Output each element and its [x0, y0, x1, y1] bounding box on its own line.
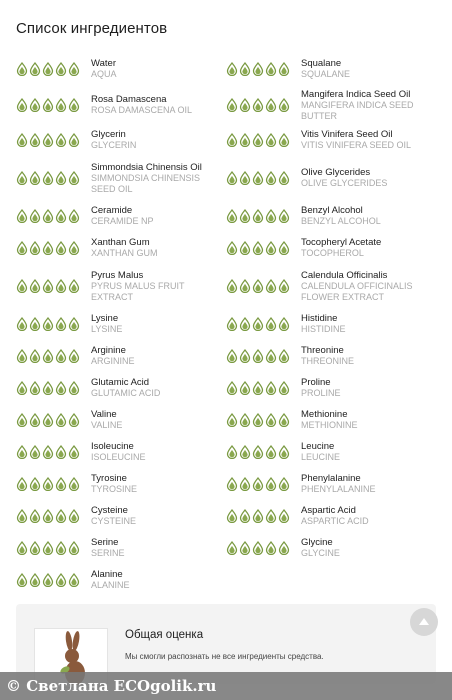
drop-icon — [226, 98, 238, 112]
drop-icon — [42, 349, 54, 363]
drop-icon — [42, 209, 54, 223]
drop-icon — [278, 317, 290, 331]
drop-icon — [68, 573, 80, 587]
drop-icon — [68, 133, 80, 147]
safety-rating — [226, 381, 301, 395]
drop-icon — [252, 509, 264, 523]
ingredient-inci: PYRUS MALUS FRUIT EXTRACT — [91, 280, 185, 302]
drop-icon — [278, 62, 290, 76]
drop-icon — [265, 171, 277, 185]
safety-rating — [16, 573, 91, 587]
drop-icon — [239, 477, 251, 491]
drop-icon — [68, 349, 80, 363]
drop-icon — [29, 209, 41, 223]
drop-icon — [252, 62, 264, 76]
drop-icon — [265, 445, 277, 459]
ingredient-row[interactable] — [16, 156, 221, 200]
drop-icon — [29, 317, 41, 331]
safety-rating — [16, 349, 91, 363]
ingredient-name: Simmondsia Chinensis Oil — [91, 161, 202, 173]
ingredient-name: Leucine — [301, 441, 335, 452]
drop-icon — [278, 509, 290, 523]
ingredient-inci: PROLINE — [301, 388, 341, 398]
ingredient-name: Ceramide — [91, 205, 133, 216]
ingredient-name: Glycerin — [91, 129, 126, 140]
drop-icon — [278, 241, 290, 255]
ingredient-name: Glutamic Acid — [91, 377, 150, 388]
ingredient-inci: SERINE — [91, 548, 125, 558]
safety-rating — [16, 477, 91, 491]
safety-rating — [16, 133, 91, 147]
drop-icon — [226, 349, 238, 363]
drop-icon — [226, 209, 238, 223]
ingredient-row[interactable] — [16, 308, 221, 340]
ingredient-inci: TOCOPHEROL — [301, 248, 364, 258]
ingredient-inci: AQUA — [91, 69, 117, 79]
safety-rating — [16, 171, 91, 185]
safety-rating — [16, 381, 91, 395]
drop-icon — [265, 413, 277, 427]
drop-icon — [278, 98, 290, 112]
ingredient-row[interactable] — [226, 372, 431, 404]
ingredient-row[interactable] — [16, 404, 221, 436]
safety-rating — [16, 209, 91, 223]
drop-icon — [16, 241, 28, 255]
drop-icon — [278, 477, 290, 491]
drop-icon — [29, 477, 41, 491]
ingredient-inci: VALINE — [91, 420, 123, 430]
drop-icon — [239, 241, 251, 255]
drop-icon — [55, 98, 67, 112]
drop-icon — [226, 62, 238, 76]
ingredient-inci: CALENDULA OFFICINALIS FLOWER EXTRACT — [301, 280, 413, 302]
drop-icon — [29, 279, 41, 293]
drop-icon — [42, 509, 54, 523]
drop-icon — [42, 133, 54, 147]
drop-icon — [55, 349, 67, 363]
drop-icon — [29, 541, 41, 555]
drop-icon — [16, 541, 28, 555]
ingredient-name: Benzyl Alcohol — [301, 205, 363, 216]
ingredient-inci: CYSTEINE — [91, 516, 137, 526]
ingredient-name: Pyrus Malus — [91, 269, 144, 281]
drop-icon — [16, 413, 28, 427]
drop-icon — [42, 381, 54, 395]
drop-icon — [42, 573, 54, 587]
drop-icon — [29, 381, 41, 395]
ingredient-inci: PHENYLALANINE — [301, 484, 376, 494]
ingredient-inci: BENZYL ALCOHOL — [301, 216, 381, 226]
drop-icon — [252, 381, 264, 395]
drop-icon — [278, 279, 290, 293]
safety-rating — [226, 477, 301, 491]
ingredient-inci: ASPARTIC ACID — [301, 516, 369, 526]
drop-icon — [278, 541, 290, 555]
safety-rating — [226, 279, 301, 293]
safety-rating — [16, 98, 91, 112]
drop-icon — [29, 133, 41, 147]
ingredient-inci: SQUALANE — [301, 69, 351, 79]
drop-icon — [278, 445, 290, 459]
ingredient-name: Alanine — [91, 569, 123, 580]
drop-icon — [265, 133, 277, 147]
ingredient-inci: TYROSINE — [91, 484, 138, 494]
drop-icon — [55, 445, 67, 459]
drop-icon — [252, 171, 264, 185]
drop-icon — [239, 171, 251, 185]
drop-icon — [68, 98, 80, 112]
drop-icon — [55, 241, 67, 255]
safety-rating — [226, 171, 301, 185]
summary-title: Общая оценка — [125, 629, 204, 641]
ingredient-row[interactable] — [16, 124, 221, 156]
drop-icon — [226, 541, 238, 555]
ingredient-row[interactable] — [16, 232, 221, 264]
ingredient-name: Phenylalanine — [301, 473, 361, 484]
drop-icon — [68, 541, 80, 555]
ingredient-name: Squalane — [301, 58, 342, 69]
ingredient-inci: HISTIDINE — [301, 324, 346, 334]
ingredient-inci: METHIONINE — [301, 420, 358, 430]
drop-icon — [55, 209, 67, 223]
safety-rating — [16, 413, 91, 427]
safety-rating — [226, 317, 301, 331]
ingredient-name: Threonine — [301, 345, 344, 356]
drop-icon — [68, 317, 80, 331]
drop-icon — [16, 509, 28, 523]
safety-rating — [226, 445, 301, 459]
drop-icon — [16, 381, 28, 395]
ingredient-name: Mangifera Indica Seed Oil — [301, 88, 411, 100]
drop-icon — [252, 209, 264, 223]
ingredients-title: Список ингредиентов — [16, 20, 168, 37]
ingredient-row[interactable] — [16, 436, 221, 468]
ingredient-name: Arginine — [91, 345, 126, 356]
ingredient-row[interactable] — [226, 232, 431, 264]
drop-icon — [265, 381, 277, 395]
drop-icon — [226, 171, 238, 185]
drop-icon — [252, 413, 264, 427]
ingredient-name: Cysteine — [91, 505, 128, 516]
drop-icon — [226, 445, 238, 459]
drop-icon — [55, 413, 67, 427]
watermark-text: © Светлана ECOgolik.ru — [6, 677, 217, 695]
ingredient-inci: THREONINE — [301, 356, 355, 366]
ingredient-inci: ALANINE — [91, 580, 130, 590]
drop-icon — [55, 133, 67, 147]
ingredient-row[interactable] — [226, 86, 431, 124]
drop-icon — [252, 445, 264, 459]
ingredient-name: Rosa Damascena — [91, 94, 167, 105]
drop-icon — [252, 477, 264, 491]
drop-icon — [68, 209, 80, 223]
drop-icon — [226, 477, 238, 491]
ingredient-row[interactable] — [226, 124, 431, 156]
drop-icon — [265, 241, 277, 255]
ingredient-inci: SIMMONDSIA CHINENSIS SEED OIL — [91, 172, 201, 194]
safety-rating — [16, 317, 91, 331]
drop-icon — [226, 413, 238, 427]
ingredient-inci: ARGININE — [91, 356, 135, 366]
drop-icon — [265, 279, 277, 293]
safety-rating — [16, 279, 91, 293]
drop-icon — [68, 241, 80, 255]
ingredient-inci: MANGIFERA INDICA SEED BUTTER — [301, 99, 414, 121]
ingredient-inci: GLUTAMIC ACID — [91, 388, 161, 398]
drop-icon — [239, 209, 251, 223]
safety-rating — [226, 209, 301, 223]
drop-icon — [55, 573, 67, 587]
drop-icon — [16, 62, 28, 76]
drop-icon — [265, 349, 277, 363]
drop-icon — [42, 279, 54, 293]
drop-icon — [252, 317, 264, 331]
ingredient-name: Tocopheryl Acetate — [301, 237, 382, 248]
ingredient-row[interactable] — [16, 340, 221, 372]
ingredient-name: Lysine — [91, 313, 119, 324]
drop-icon — [42, 477, 54, 491]
ingredient-row[interactable] — [226, 156, 431, 200]
drop-icon — [29, 98, 41, 112]
drop-icon — [68, 445, 80, 459]
drop-icon — [252, 279, 264, 293]
drop-icon — [68, 381, 80, 395]
drop-icon — [55, 171, 67, 185]
ingredient-row[interactable] — [226, 436, 431, 468]
ingredient-inci: LYSINE — [91, 324, 123, 334]
summary-text: Мы смогли распознать не все ингредиенты средства. — [125, 652, 324, 661]
ingredient-row[interactable] — [16, 500, 221, 532]
drop-icon — [42, 62, 54, 76]
scroll-top-button[interactable] — [410, 608, 438, 636]
drop-icon — [29, 573, 41, 587]
drop-icon — [55, 62, 67, 76]
drop-icon — [55, 477, 67, 491]
drop-icon — [252, 133, 264, 147]
ingredient-name: Olive Glycerides — [301, 167, 371, 178]
ingredient-row[interactable] — [16, 468, 221, 500]
drop-icon — [265, 509, 277, 523]
drop-icon — [226, 133, 238, 147]
drop-icon — [42, 413, 54, 427]
ingredient-inci: GLYCERIN — [91, 140, 137, 150]
drop-icon — [55, 381, 67, 395]
drop-icon — [68, 171, 80, 185]
safety-rating — [16, 541, 91, 555]
safety-rating — [226, 98, 301, 112]
drop-icon — [29, 445, 41, 459]
drop-icon — [16, 477, 28, 491]
drop-icon — [16, 98, 28, 112]
ingredient-name: Serine — [91, 537, 119, 548]
drop-icon — [29, 171, 41, 185]
drop-icon — [16, 317, 28, 331]
ingredient-row[interactable] — [226, 340, 431, 372]
safety-rating — [226, 241, 301, 255]
ingredient-row[interactable] — [226, 500, 431, 532]
drop-icon — [16, 209, 28, 223]
drop-icon — [42, 98, 54, 112]
ingredient-row[interactable] — [226, 404, 431, 436]
ingredient-name: Valine — [91, 409, 117, 420]
drop-icon — [68, 413, 80, 427]
drop-icon — [239, 133, 251, 147]
drop-icon — [226, 381, 238, 395]
ingredient-inci: ISOLEUCINE — [91, 452, 146, 462]
ingredient-row[interactable] — [226, 52, 431, 86]
ingredient-name: Water — [91, 58, 116, 69]
ingredient-row[interactable] — [16, 532, 221, 564]
ingredient-name: Proline — [301, 377, 331, 388]
drop-icon — [278, 413, 290, 427]
drop-icon — [239, 98, 251, 112]
drop-icon — [278, 133, 290, 147]
drop-icon — [55, 279, 67, 293]
drop-icon — [226, 241, 238, 255]
ingredient-row[interactable] — [16, 264, 221, 308]
ingredient-name: Vitis Vinifera Seed Oil — [301, 129, 393, 140]
ingredient-inci: ROSA DAMASCENA OIL — [91, 105, 193, 115]
ingredient-name: Calendula Officinalis — [301, 269, 388, 281]
drop-icon — [239, 509, 251, 523]
ingredient-row[interactable] — [16, 200, 221, 232]
drop-icon — [265, 477, 277, 491]
drop-icon — [239, 317, 251, 331]
drop-icon — [55, 317, 67, 331]
ingredient-inci: GLYCINE — [301, 548, 340, 558]
drop-icon — [42, 171, 54, 185]
drop-icon — [278, 209, 290, 223]
drop-icon — [29, 62, 41, 76]
ingredient-inci: LEUCINE — [301, 452, 341, 462]
drop-icon — [239, 541, 251, 555]
drop-icon — [252, 241, 264, 255]
ingredient-row[interactable] — [226, 532, 431, 564]
drop-icon — [226, 317, 238, 331]
ingredient-name: Xanthan Gum — [91, 237, 150, 248]
drop-icon — [16, 573, 28, 587]
ingredient-inci: VITIS VINIFERA SEED OIL — [301, 140, 412, 150]
drop-icon — [252, 349, 264, 363]
ingredient-row[interactable] — [16, 564, 221, 596]
ingredient-row[interactable] — [16, 52, 221, 86]
drop-icon — [68, 62, 80, 76]
arrow-up-icon — [418, 617, 430, 627]
drop-icon — [278, 349, 290, 363]
drop-icon — [239, 413, 251, 427]
safety-rating — [226, 133, 301, 147]
drop-icon — [68, 477, 80, 491]
drop-icon — [239, 445, 251, 459]
drop-icon — [42, 317, 54, 331]
ingredient-name: Aspartic Acid — [301, 505, 356, 516]
drop-icon — [265, 317, 277, 331]
ingredient-name: Histidine — [301, 313, 338, 324]
drop-icon — [16, 279, 28, 293]
ingredient-row[interactable] — [226, 264, 431, 308]
safety-rating — [226, 509, 301, 523]
ingredient-inci: XANTHAN GUM — [91, 248, 158, 258]
drop-icon — [278, 381, 290, 395]
safety-rating — [226, 413, 301, 427]
ingredient-name: Glycine — [301, 537, 333, 548]
drop-icon — [42, 541, 54, 555]
drop-icon — [68, 509, 80, 523]
drop-icon — [55, 509, 67, 523]
drop-icon — [29, 349, 41, 363]
drop-icon — [29, 413, 41, 427]
drop-icon — [265, 62, 277, 76]
safety-rating — [226, 349, 301, 363]
drop-icon — [252, 98, 264, 112]
drop-icon — [239, 279, 251, 293]
drop-icon — [29, 509, 41, 523]
drop-icon — [16, 445, 28, 459]
ingredient-row[interactable] — [16, 86, 221, 124]
drop-icon — [16, 133, 28, 147]
safety-rating — [226, 62, 301, 76]
drop-icon — [68, 279, 80, 293]
drop-icon — [278, 171, 290, 185]
ingredient-row[interactable] — [16, 372, 221, 404]
drop-icon — [42, 241, 54, 255]
ingredient-name: Isoleucine — [91, 441, 134, 452]
safety-rating — [16, 509, 91, 523]
ingredient-row[interactable] — [226, 200, 431, 232]
drop-icon — [55, 541, 67, 555]
watermark-bar — [0, 672, 452, 700]
drop-icon — [265, 541, 277, 555]
safety-rating — [16, 445, 91, 459]
drop-icon — [16, 171, 28, 185]
drop-icon — [226, 279, 238, 293]
drop-icon — [265, 98, 277, 112]
drop-icon — [16, 349, 28, 363]
drop-icon — [42, 445, 54, 459]
drop-icon — [239, 381, 251, 395]
safety-rating — [16, 241, 91, 255]
safety-rating — [16, 62, 91, 76]
ingredient-inci: CERAMIDE NP — [91, 216, 154, 226]
drop-icon — [239, 62, 251, 76]
drop-icon — [252, 541, 264, 555]
ingredient-name: Tyrosine — [91, 473, 127, 484]
ingredient-inci: OLIVE GLYCERIDES — [301, 178, 388, 188]
drop-icon — [29, 241, 41, 255]
safety-rating — [226, 541, 301, 555]
ingredient-name: Methionine — [301, 409, 348, 420]
ingredient-row[interactable] — [226, 468, 431, 500]
drop-icon — [239, 349, 251, 363]
drop-icon — [265, 209, 277, 223]
ingredient-row[interactable] — [226, 308, 431, 340]
drop-icon — [226, 509, 238, 523]
